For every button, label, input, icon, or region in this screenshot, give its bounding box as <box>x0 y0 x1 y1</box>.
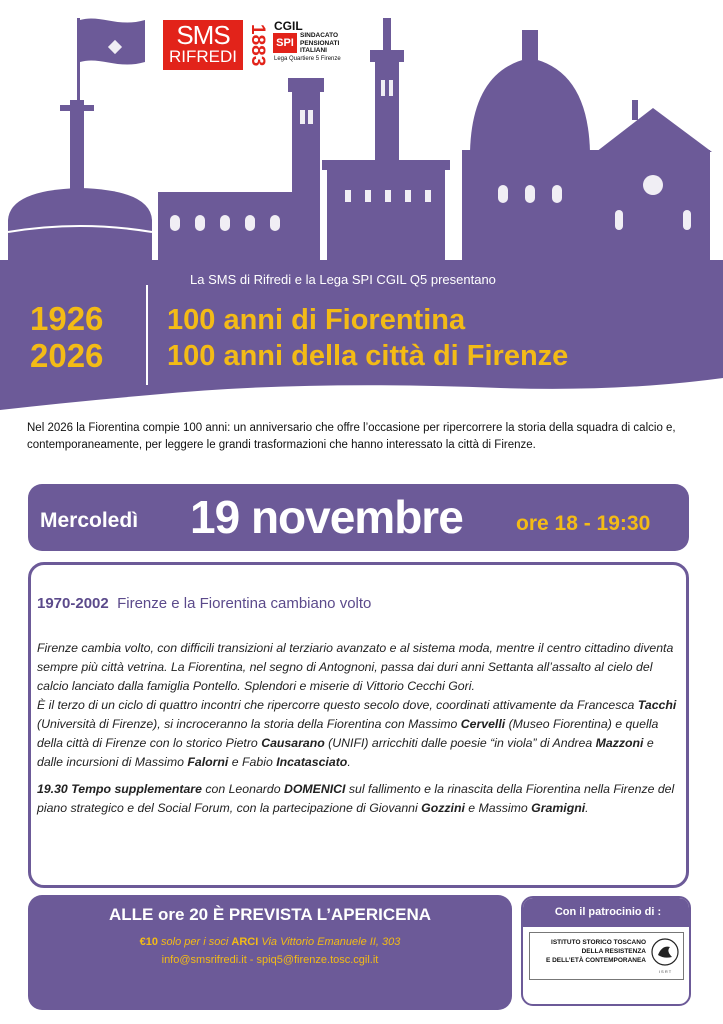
sms-logo-subtext: RIFREDI <box>169 47 237 66</box>
banner-divider <box>146 285 148 385</box>
intro-text: Nel 2026 la Fiorentina compie 100 anni: un anniversario che offre l’occasione per ripercorrere la storia della squadra di calcio e, contemporaneamente, per leggere le grandi trasformazioni che hanno interessato la città di Firenze. <box>27 422 676 451</box>
title-fiorentina: 100 anni di Fiorentina <box>167 304 466 336</box>
apericena-title: ALLE ore 20 È PREVISTA L’APERICENA <box>108 905 432 924</box>
spi-logo-text: SPI <box>273 33 297 53</box>
text-span: sul fallimento e la rinascita della Fiorentina nella Firenze del piano strategico e del Social Forum, con la partecipazione di Giovanni <box>37 782 675 815</box>
cgil-spi-logo <box>272 20 362 70</box>
fiorentina-flag-icon <box>100 32 101 33</box>
session-paragraph-3 <box>37 780 677 818</box>
sms-logo-text: SMS <box>176 20 230 50</box>
speaker-name: Cervelli <box>460 717 506 731</box>
sindacato-line: PENSIONATI <box>300 39 340 47</box>
session-paragraph-1: Firenze cambia volto, con difficili transizioni al terziario avanzato e al sistema moda, mentre il centro cittadino diventa sempre più città vetrina. La Fiorentina, nel segno di Antognoni, passa dai duri anni Settanta all’assalto al cielo del calcio lanciato dalla famiglia Pontello. Splendori e miserie di Vittorio Cecchi Gori. <box>37 641 674 693</box>
text-span: . <box>347 755 351 769</box>
isrt-seal-icon <box>650 937 680 967</box>
session-paragraph-2 <box>37 696 677 772</box>
supplementary-time-label: 19.30 Tempo supplementare <box>37 782 202 796</box>
session-body <box>37 639 677 818</box>
cgil-logo-text: CGIL <box>274 19 303 33</box>
lega-quartiere-text: Lega Quartiere 5 Firenze <box>274 56 341 62</box>
title-firenze: 100 anni della città di Firenze <box>167 340 569 372</box>
speaker-name: DOMENICI <box>283 782 346 796</box>
patrocinio-box <box>521 896 691 1006</box>
text-span: (Università di Firenze), si incroceranno la storia della Fiorentina con Massimo <box>37 717 461 731</box>
year-end: 2026 <box>30 337 104 374</box>
speaker-name: Incatasciato <box>276 755 348 769</box>
session-period: 1970-2002 <box>37 595 109 612</box>
event-date: 19 novembre <box>190 491 463 543</box>
isrt-line: DELLA RESISTENZA <box>581 948 646 955</box>
year-start: 1926 <box>30 300 104 337</box>
text-span: con Leonardo <box>201 782 284 796</box>
sms-logo-year: 1883 <box>247 23 268 67</box>
text-span: (Museo Fiorentina) e quella della città di Firenze con lo storico Pietro <box>37 717 659 750</box>
session-heading <box>37 595 371 612</box>
isrt-line: ISTITUTO STORICO TOSCANO <box>551 939 646 946</box>
speaker-name: Tacchi <box>637 698 677 712</box>
sindacato-text <box>300 32 360 55</box>
isrt-acronym: I S R T <box>658 969 672 974</box>
patrocinio-heading: Con il patrocinio di : <box>523 898 691 927</box>
sindacato-line: SINDACATO <box>300 32 339 39</box>
presenter-line: La SMS di Rifredi e la Lega SPI CGIL Q5 presentano <box>190 272 496 287</box>
speaker-name: Falorni <box>187 755 229 769</box>
apericena-box <box>28 895 512 1010</box>
text-span: È il terzo di un ciclo di quattro incontri che ripercorre questo secolo dove, coordinati attivamente da Francesca <box>37 698 638 712</box>
event-time: ore 18 - 19:30 <box>516 512 651 535</box>
text-span: e Fabio <box>228 755 277 769</box>
text-span: e dalle incursioni di Massimo <box>37 736 654 769</box>
arci-label: ARCI <box>231 936 259 948</box>
speaker-name: Gramigni <box>531 801 586 815</box>
titles-block <box>167 302 707 374</box>
years-block <box>30 300 140 374</box>
text-span: e Massimo <box>464 801 532 815</box>
isrt-line: E DELL’ETÀ CONTEMPORANEA <box>545 957 646 964</box>
isrt-name <box>534 938 646 965</box>
text-span: . <box>585 801 589 815</box>
price-note: solo per i soci <box>158 936 232 948</box>
contact-emails[interactable]: info@smsrifredi.it - spiq5@firenze.tosc.cgil.it <box>161 954 379 966</box>
sms-rifredi-logo <box>163 20 269 70</box>
event-weekday: Mercoledì <box>40 509 139 532</box>
speaker-name: Gozzini <box>421 801 465 815</box>
session-title: Firenze e la Fiorentina cambiano volto <box>117 595 372 612</box>
isrt-logo <box>529 932 684 980</box>
speaker-name: Causarano <box>261 736 325 750</box>
text-span: (UNIFI) arricchiti dalle poesie “in viola” di Andrea <box>324 736 596 750</box>
price: €10 <box>139 936 158 948</box>
speaker-name: Mazzoni <box>595 736 644 750</box>
address: Via Vittorio Emanuele II, 303 <box>258 936 401 948</box>
sindacato-line: ITALIANI <box>300 47 327 54</box>
session-box <box>28 562 689 888</box>
event-date-bar <box>28 484 689 551</box>
apericena-price-line <box>28 936 512 948</box>
